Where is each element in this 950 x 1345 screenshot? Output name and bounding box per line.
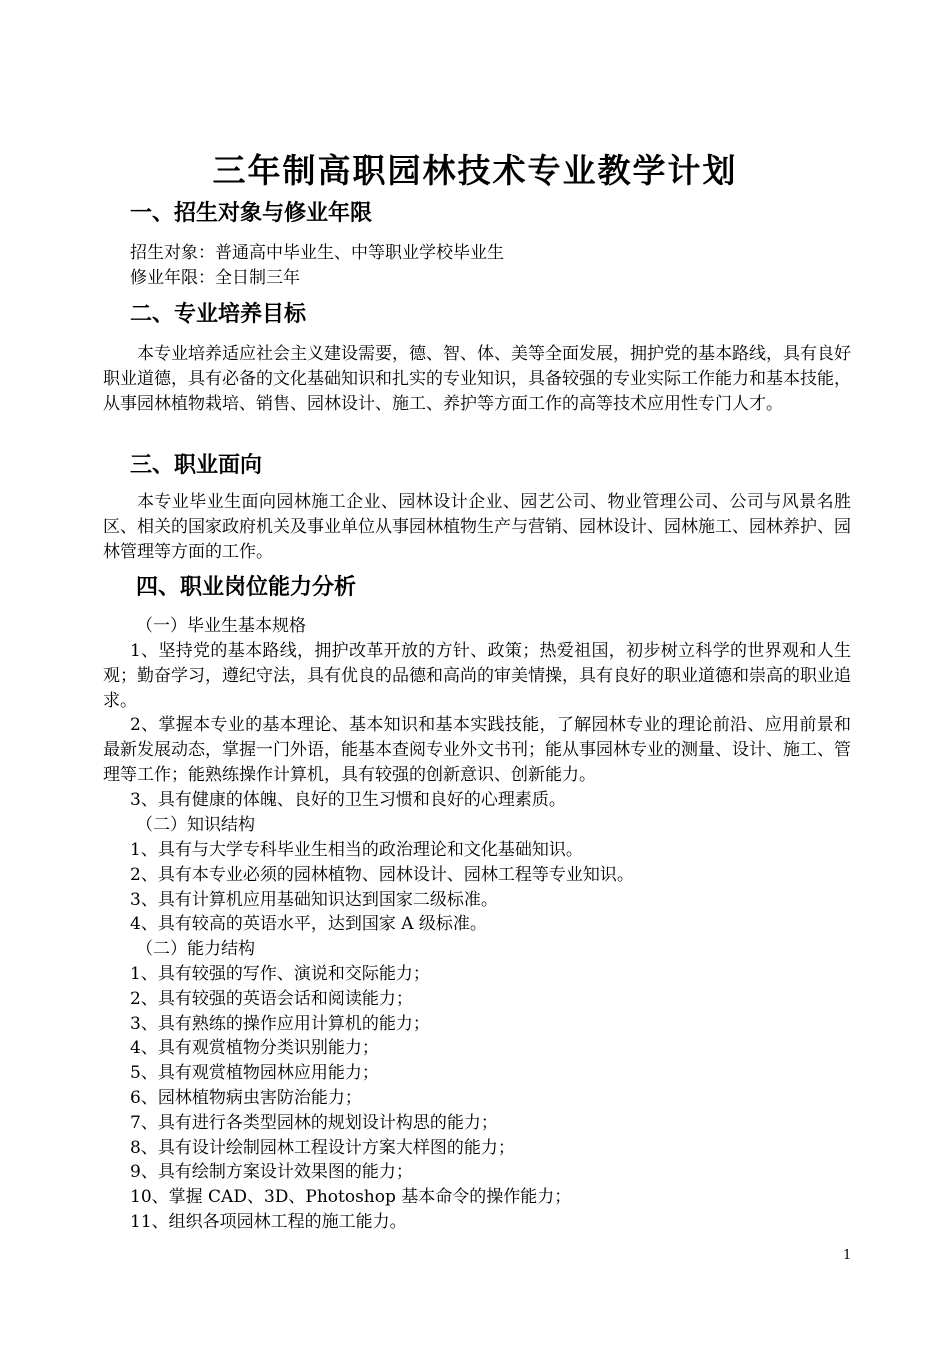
subsection-knowledge: （二）知识结构: [136, 815, 255, 835]
subsection-abilities: （二）能力结构: [136, 939, 255, 959]
abilities-list: [103, 962, 851, 1235]
list-item: 3、具有健康的体魄、良好的卫生习惯和良好的心理素质。: [130, 789, 566, 810]
subsection-graduate-specs: （一）毕业生基本规格: [136, 616, 306, 636]
list-item: 1、具有与大学专科毕业生相当的政治理论和文化基础知识。: [130, 840, 583, 860]
list-item: 3、具有计算机应用基础知识达到国家二级标准。: [130, 889, 498, 910]
section-heading-competency: 四、职业岗位能力分析: [136, 575, 357, 600]
knowledge-list: [103, 838, 851, 937]
graduate-specs-list: [103, 639, 851, 813]
list-item: 2、掌握本专业的基本理论、基本知识和基本实践技能，了解园林专业的理论前沿、应用前景和最新发展动态，掌握一门外语，能基本查阅专业外文书刊；能从事园林专业的测量、设计、施工、管理等工作；能熟练操作计算机，具有较强的创新意识、创新能力。: [103, 715, 851, 785]
list-item: 1、坚持党的基本路线，拥护改革开放的方针、政策；热爱祖国，初步树立科学的世界观和人生观；勤奋学习，遵纪守法，具有优良的品德和高尚的审美情操，具有良好的职业道德和崇高的职业追求。: [103, 641, 851, 711]
list-item: 8、具有设计绘制园林工程设计方案大样图的能力；: [130, 1137, 515, 1158]
list-item: 5、具有观赏植物园林应用能力；: [130, 1063, 379, 1084]
list-item: 11、组织各项园林工程的施工能力。: [130, 1211, 407, 1232]
page-number: 1: [843, 1248, 852, 1263]
list-item: 9、具有绘制方案设计效果图的能力；: [130, 1162, 413, 1183]
list-item: 3、具有熟练的操作应用计算机的能力；: [130, 1013, 430, 1034]
list-item: 1、具有较强的写作、演说和交际能力；: [130, 964, 430, 984]
list-item: 7、具有进行各类型园林的规划设计构思的能力；: [130, 1112, 498, 1133]
list-item: 6、园林植物病虫害防治能力；: [130, 1087, 362, 1108]
goals-paragraph: 本专业培养适应社会主义建设需要，德、智、体、美等全面发展，拥护党的基本路线，具有良好职业道德，具有必备的文化基础知识和扎实的专业知识，具备较强的专业实际工作能力和基本技能，从事园林植物栽培、销售、园林设计、施工、养护等方面工作的高等技术应用性专门人才。: [103, 344, 851, 414]
list-item: 10、掌握 CAD、3D、Photoshop 基本命令的操作能力；: [130, 1187, 572, 1208]
section-heading-career: 三、职业面向: [130, 453, 263, 478]
section-heading-goals: 二、专业培养目标: [130, 302, 307, 327]
list-item: 2、具有本专业必须的园林植物、园林设计、园林工程等专业知识。: [130, 864, 634, 885]
career-paragraph: 本专业毕业生面向园林施工企业、园林设计企业、园艺公司、物业管理公司、公司与风景名胜区、相关的国家政府机关及事业单位从事园林植物生产与营销、园林设计、园林施工、园林养护、园林管理等方面的工作。: [103, 492, 851, 562]
list-item: 2、具有较强的英语会话和阅读能力；: [130, 988, 413, 1009]
list-item: 4、具有较高的英语水平，达到国家 A 级标准。: [130, 914, 487, 935]
enrollment-target: 招生对象：普通高中毕业生、中等职业学校毕业生: [130, 243, 504, 263]
document-title: 三年制高职园林技术专业教学计划: [212, 151, 738, 190]
study-duration: 修业年限：全日制三年: [130, 268, 300, 288]
section-heading-enrollment: 一、招生对象与修业年限: [130, 201, 373, 226]
list-item: 4、具有观赏植物分类识别能力；: [130, 1038, 379, 1059]
